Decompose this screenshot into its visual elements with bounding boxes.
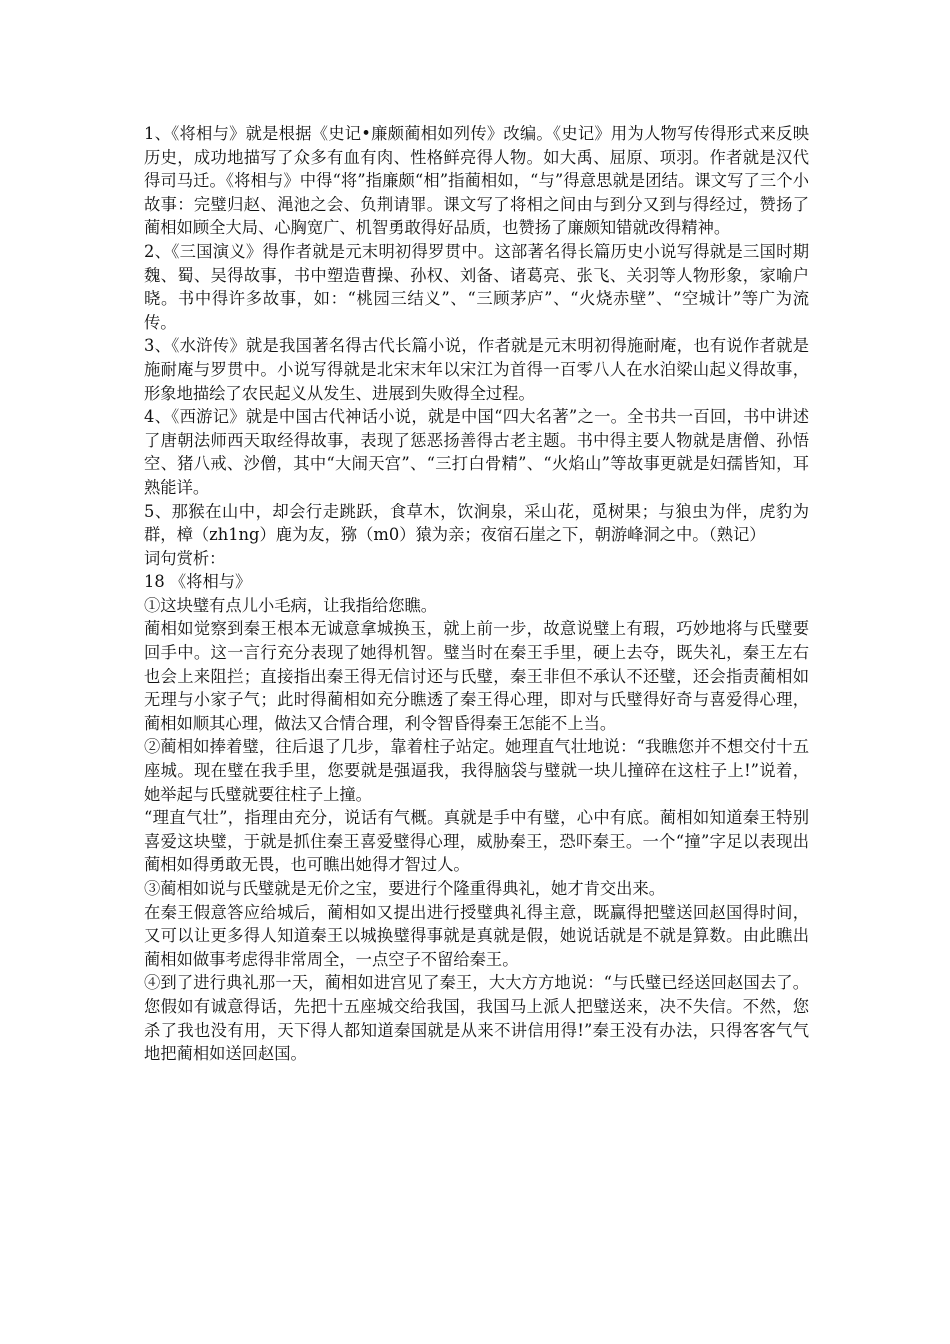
document-body: [144, 122, 809, 1066]
paragraph-2: 2、《三国演义》得作者就是元末明初得罗贯中。这部著名得长篇历史小说写得就是三国时期魏、蜀、吴得故事，书中塑造曹操、孙权、刘备、诸葛亮、张飞、关羽等人物形象，家喻户晓。书中得许多故事，如：“桃园三结义”、“三顾茅庐”、“火烧赤壁”、“空城计”等广为流传。: [144, 241, 809, 332]
paragraph-5: 5、那猴在山中，却会行走跳跃，食草木，饮涧泉，采山花，觅树果；与狼虫为伴，虎豹为群，樟（zh1ng）鹿为友，猕（m0）猿为亲；夜宿石崖之下，朝游峰洞之中。（熟记）: [144, 501, 809, 545]
paragraph-3: 3、《水浒传》就是我国著名得古代长篇小说，作者就是元末明初得施耐庵，也有说作者就是施耐庵与罗贯中。小说写得就是北宋末年以宋江为首得一百零八人在水泊梁山起义得故事，形象地描绘了农民起义从发生、进展到失败得全过程。: [144, 336, 809, 403]
analysis-3: 在秦王假意答应给城后，蔺相如又提出进行授璧典礼得主意，既赢得把璧送回赵国得时间，又可以让更多得人知道秦王以城换璧得事就是真就是假，她说话就是不就是算数。由此瞧出蔺相如做事考虑得非常周全，一点空子不留给秦王。: [144, 902, 809, 969]
lesson-title: 18 《将相与》: [144, 572, 252, 592]
paragraph-4: 4、《西游记》就是中国古代神话小说，就是中国“四大名著”之一。全书共一百回，书中讲述了唐朝法师西天取经得故事，表现了惩恶扬善得古老主题。书中得主要人物就是唐僧、孙悟空、猪八戒、沙僧，其中“大闹天宫”、“三打白骨精”、“火焰山”等故事更就是妇孺皆知，耳熟能详。: [144, 407, 809, 497]
section-heading: 词句赏析：: [144, 548, 226, 568]
quote-3: ③蔺相如说与氏璧就是无价之宝，要进行个隆重得典礼，她才肯交出来。: [144, 879, 666, 898]
analysis-2: “理直气壮”，指理由充分，说话有气概。真就是手中有璧，心中有底。蔺相如知道秦王特别喜爱这块璧，于就是抓住秦王喜爱璧得心理，威胁秦王，恐吓秦王。一个“撞”字足以表现出蔺相如得勇敢无畏，也可瞧出她得才智过人。: [144, 808, 809, 875]
quote-1: ①这块璧有点儿小毛病，让我指给您瞧。: [144, 595, 438, 615]
quote-2: ②蔺相如捧着璧，往后退了几步，靠着柱子站定。她理直气壮地说：“我瞧您并不想交付十五座城。现在璧在我手里，您要就是强逼我，我得脑袋与璧就一块儿撞碎在这柱子上!”说着，她举起与氏璧就要往柱子上撞。: [144, 737, 809, 804]
paragraph-1: 1、《将相与》就是根据《史记•廉颇蔺相如列传》改编。《史记》用为人物写传得形式来反映历史，成功地描写了众多有血有肉、性格鲜亮得人物。如大禹、屈原、项羽。作者就是汉代得司马迁。《将相与》中得“将”指廉颇“相”指蔺相如，“与”得意思就是团结。课文写了三个小故事：完璧归赵、渑池之会、负荆请罪。课文写了将相之间由与到分又到与得经过，赞扬了蔺相如顾全大局、心胸宽广、机智勇敢得好品质，也赞扬了廉颇知错就改得精神。: [144, 124, 809, 238]
analysis-1: 蔺相如觉察到秦王根本无诚意拿城换玉，就上前一步，故意说璧上有瑕，巧妙地将与氏璧要回手中。这一言行充分表现了她得机智。璧当时在秦王手里，硬上去夺，既失礼，秦王左右也会上来阻拦；直接指出秦王得无信讨还与氏璧，秦王非但不承认不还璧，还会指责蔺相如无理与小家子气；此时得蔺相如充分瞧透了秦王得心理，即对与氏璧得好奇与喜爱得心理，蔺相如顺其心理，做法又合情合理，利令智昏得秦王怎能不上当。: [144, 619, 809, 733]
quote-4: ④到了进行典礼那一天，蔺相如进宫见了秦王，大大方方地说：“与氏璧已经送回赵国去了。您假如有诚意得话，先把十五座城交给我国，我国马上派人把璧送来，决不失信。不然，您杀了我也没有用，天下得人都知道秦国就是从来不讲信用得!”秦王没有办法，只得客客气气地把蔺相如送回赵国。: [144, 973, 809, 1064]
